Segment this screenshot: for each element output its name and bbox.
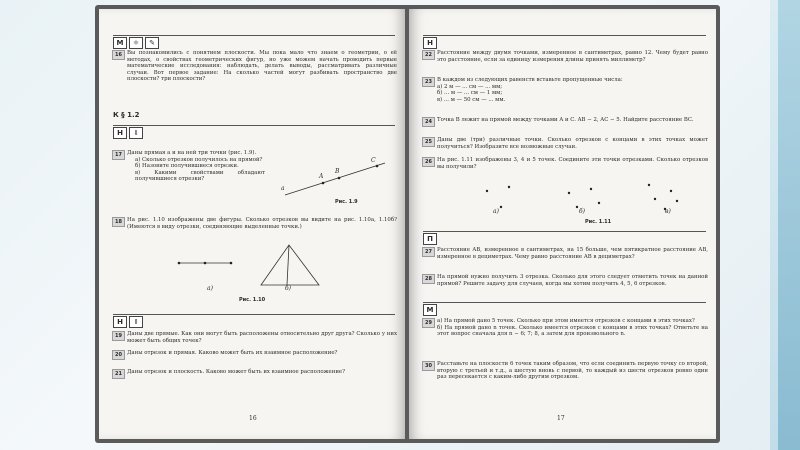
problem-text-b: б) На прямой дано n точек. Сколько имеется отрезков с концами в этих точках? Ответьте на этот вопрос сначала для n − 6; 7; 8, а затем для произвольного n. [437, 324, 708, 338]
problem-text-a: а) На прямой дано 5 точек. Сколько при этом имеется отрезков с концами в этих точках? [437, 318, 695, 324]
point [654, 198, 656, 200]
problem-text: В каждом из следующих равенств вставьте пропущенные числа: [437, 77, 623, 83]
problem-26 [423, 157, 708, 170]
problem-text: Даны отрезок и прямая. Каково может быть их взаимное расположение? [127, 350, 338, 356]
page-number-right: 17 [557, 415, 565, 423]
problem-22 [423, 50, 708, 63]
compass-icon: ✎ [145, 37, 159, 49]
point [576, 206, 578, 208]
problem-text: Вы познакомились с понятием плоскости. Мы пока мало что знаем о геометрии, о её методах, о свойствах геометрических фигур, но уже можем начать проводить первые математические исследования: наблюдать, делать выводы, рассматривать различные случаи. Вот первое задание: На сколько частей могут разбивать пространство две плоскости? три плоскости? [127, 50, 397, 83]
section-heading: К § 1.2 [113, 111, 140, 119]
triangle-b [261, 245, 319, 285]
problem-20 [113, 350, 397, 357]
point [486, 190, 488, 192]
point [508, 186, 510, 188]
right-page [409, 9, 716, 439]
point [676, 200, 678, 202]
problem-number: 21 [112, 369, 125, 379]
problem-16 [113, 50, 397, 83]
triangle-median [287, 245, 289, 285]
problem-text-b: б) Назовите получившиеся отрезки. [135, 163, 239, 170]
slide-edge-light [770, 0, 778, 450]
slide-edge-accent [778, 0, 800, 450]
problem-24 [423, 117, 708, 124]
point [204, 262, 207, 265]
atom-icon: ⚛ [129, 37, 143, 49]
level-tag-n: Н [423, 37, 437, 49]
problem-text: На прямой нужно получить 3 отрезка. Сколько для этого следует отметить точек на данной прямой? Решите задачу для случаев, когда мы хотим получить 4, 5, 6 отрезков. [437, 274, 708, 287]
point [598, 202, 600, 204]
problem-27 [423, 247, 708, 260]
problem-19 [113, 331, 397, 344]
figure-1-10 [169, 241, 329, 289]
problem-text: Расстояние между двумя точками, измеренное в сантиметрах, равно 12. Чему будет равно это расстояние, если за единицу измерения длины принять миллиметр? [437, 50, 708, 63]
problem-text: Даны прямая a и на ней три точки (рис. 1.9). [127, 150, 257, 156]
point [590, 188, 592, 190]
label-point-b: B [335, 168, 340, 175]
problem-text: Точка B лежит на прямой между точками A и C. AB − 2, AC − 5. Найдите расстояние BC. [437, 117, 694, 123]
problem-number: 29 [422, 318, 435, 328]
point [178, 262, 181, 265]
problem-text: На рис. 1.10 изображены две фигуры. Сколько отрезков вы видите на рис. 1.10а, 1.10б? (Имеются в виду отрезки, соединяющие выделенные точки.) [127, 217, 397, 230]
point [568, 192, 570, 194]
figure-1-11-caption: Рис. 1.11 [585, 219, 612, 225]
problem-text-c: в) Какими свойствами обладают получившиеся отрезки? [135, 169, 265, 183]
header-m-right [423, 302, 706, 315]
arrow-up-icon: ⇑ [129, 316, 143, 328]
header-n-left-2 [113, 314, 395, 327]
problem-number: 19 [112, 331, 125, 341]
problem-number: 23 [422, 77, 435, 87]
problem-text: На рис. 1.11 изображены 3, 4 и 5 точек. Соедините эти точки отрезками. Сколько отрезков вы получили? [437, 157, 708, 170]
problem-number: 22 [422, 50, 435, 60]
problem-number: 27 [422, 247, 435, 257]
book-spread [95, 5, 720, 443]
figure-label-a: а) [493, 208, 499, 215]
problem-text: Расставьте на плоскости 6 точек таким образом, что если соединить первую точку со второй, вторую с третьей и т.д., а шестую вновь с первой, то каждый из шести отрезков ровно один раз пересекается с каким-либо другим отрезком. [437, 361, 708, 381]
problem-25 [423, 137, 708, 150]
left-page [99, 9, 405, 439]
figure-label-b: б) [579, 208, 586, 215]
problem-number: 28 [422, 274, 435, 284]
label-point-a: A [319, 173, 324, 180]
header-n-right [423, 35, 706, 48]
point-a [322, 182, 325, 185]
arrow-down-icon: ⇓ [129, 127, 143, 139]
problem-number: 26 [422, 157, 435, 167]
label-line-a: a [281, 185, 285, 192]
problem-28 [423, 274, 708, 287]
level-tag-n: Н [113, 127, 127, 139]
header-n-left [113, 125, 395, 138]
problem-text: Даны отрезок и плоскость. Каково может быть их взаимное расположение? [127, 369, 346, 375]
problem-text: Даны две (три) различные точки. Сколько отрезков с концами в этих точках может получиться? Изобразите все возможные случаи. [437, 137, 708, 150]
figure-1-9-caption: Рис. 1.9 [335, 199, 358, 205]
problem-text-b: б) ... м — ... см — 1 мм; [437, 90, 503, 97]
problem-23 [423, 77, 708, 103]
header-p-right [423, 231, 706, 244]
problem-text: Даны две прямые. Как они могут быть расположены относительно друг друга? Сколько у них может быть общих точек? [127, 331, 397, 344]
page-number-left: 16 [249, 415, 257, 423]
problem-text-c: в) ... м — 50 см — ... мм. [437, 96, 506, 103]
point [500, 206, 502, 208]
problem-text: Расстояние AB, измеренное в сантиметрах, на 15 больше, чем пятикратное расстояние AB, измеренное в дециметрах. Чему равно расстояние AB в дециметрах? [437, 247, 708, 260]
figure-1-10-caption: Рис. 1.10 [239, 297, 266, 303]
point [670, 190, 672, 192]
problem-number: 25 [422, 137, 435, 147]
figure-label-a: а) [207, 285, 213, 292]
figure-label-b: б) [285, 285, 292, 292]
problem-text-a: а) Сколько отрезков получилось на прямой? [135, 156, 263, 163]
problem-number: 18 [112, 217, 125, 227]
problem-21 [113, 369, 397, 376]
point-b [338, 177, 341, 180]
problem-30 [423, 361, 708, 381]
label-point-c: C [371, 157, 376, 164]
point-c [376, 165, 379, 168]
problem-29 [423, 318, 708, 338]
problem-text-a: а) 2 м — ... см — ... мм; [437, 83, 503, 90]
point [648, 184, 650, 186]
figure-label-c: в) [665, 208, 671, 215]
problem-number: 20 [112, 350, 125, 360]
level-tag-p: П [423, 233, 437, 245]
level-tag-n: Н [113, 316, 127, 328]
level-tag-m: М [113, 37, 127, 49]
point [230, 262, 233, 265]
problem-number: 30 [422, 361, 435, 371]
problem-number: 24 [422, 117, 435, 127]
problem-18 [113, 217, 397, 230]
problem-number: 17 [112, 150, 125, 160]
level-tag-m: М [423, 304, 437, 316]
problem-17 [113, 150, 265, 183]
header-m-left [113, 35, 395, 48]
problem-number: 16 [112, 50, 125, 60]
